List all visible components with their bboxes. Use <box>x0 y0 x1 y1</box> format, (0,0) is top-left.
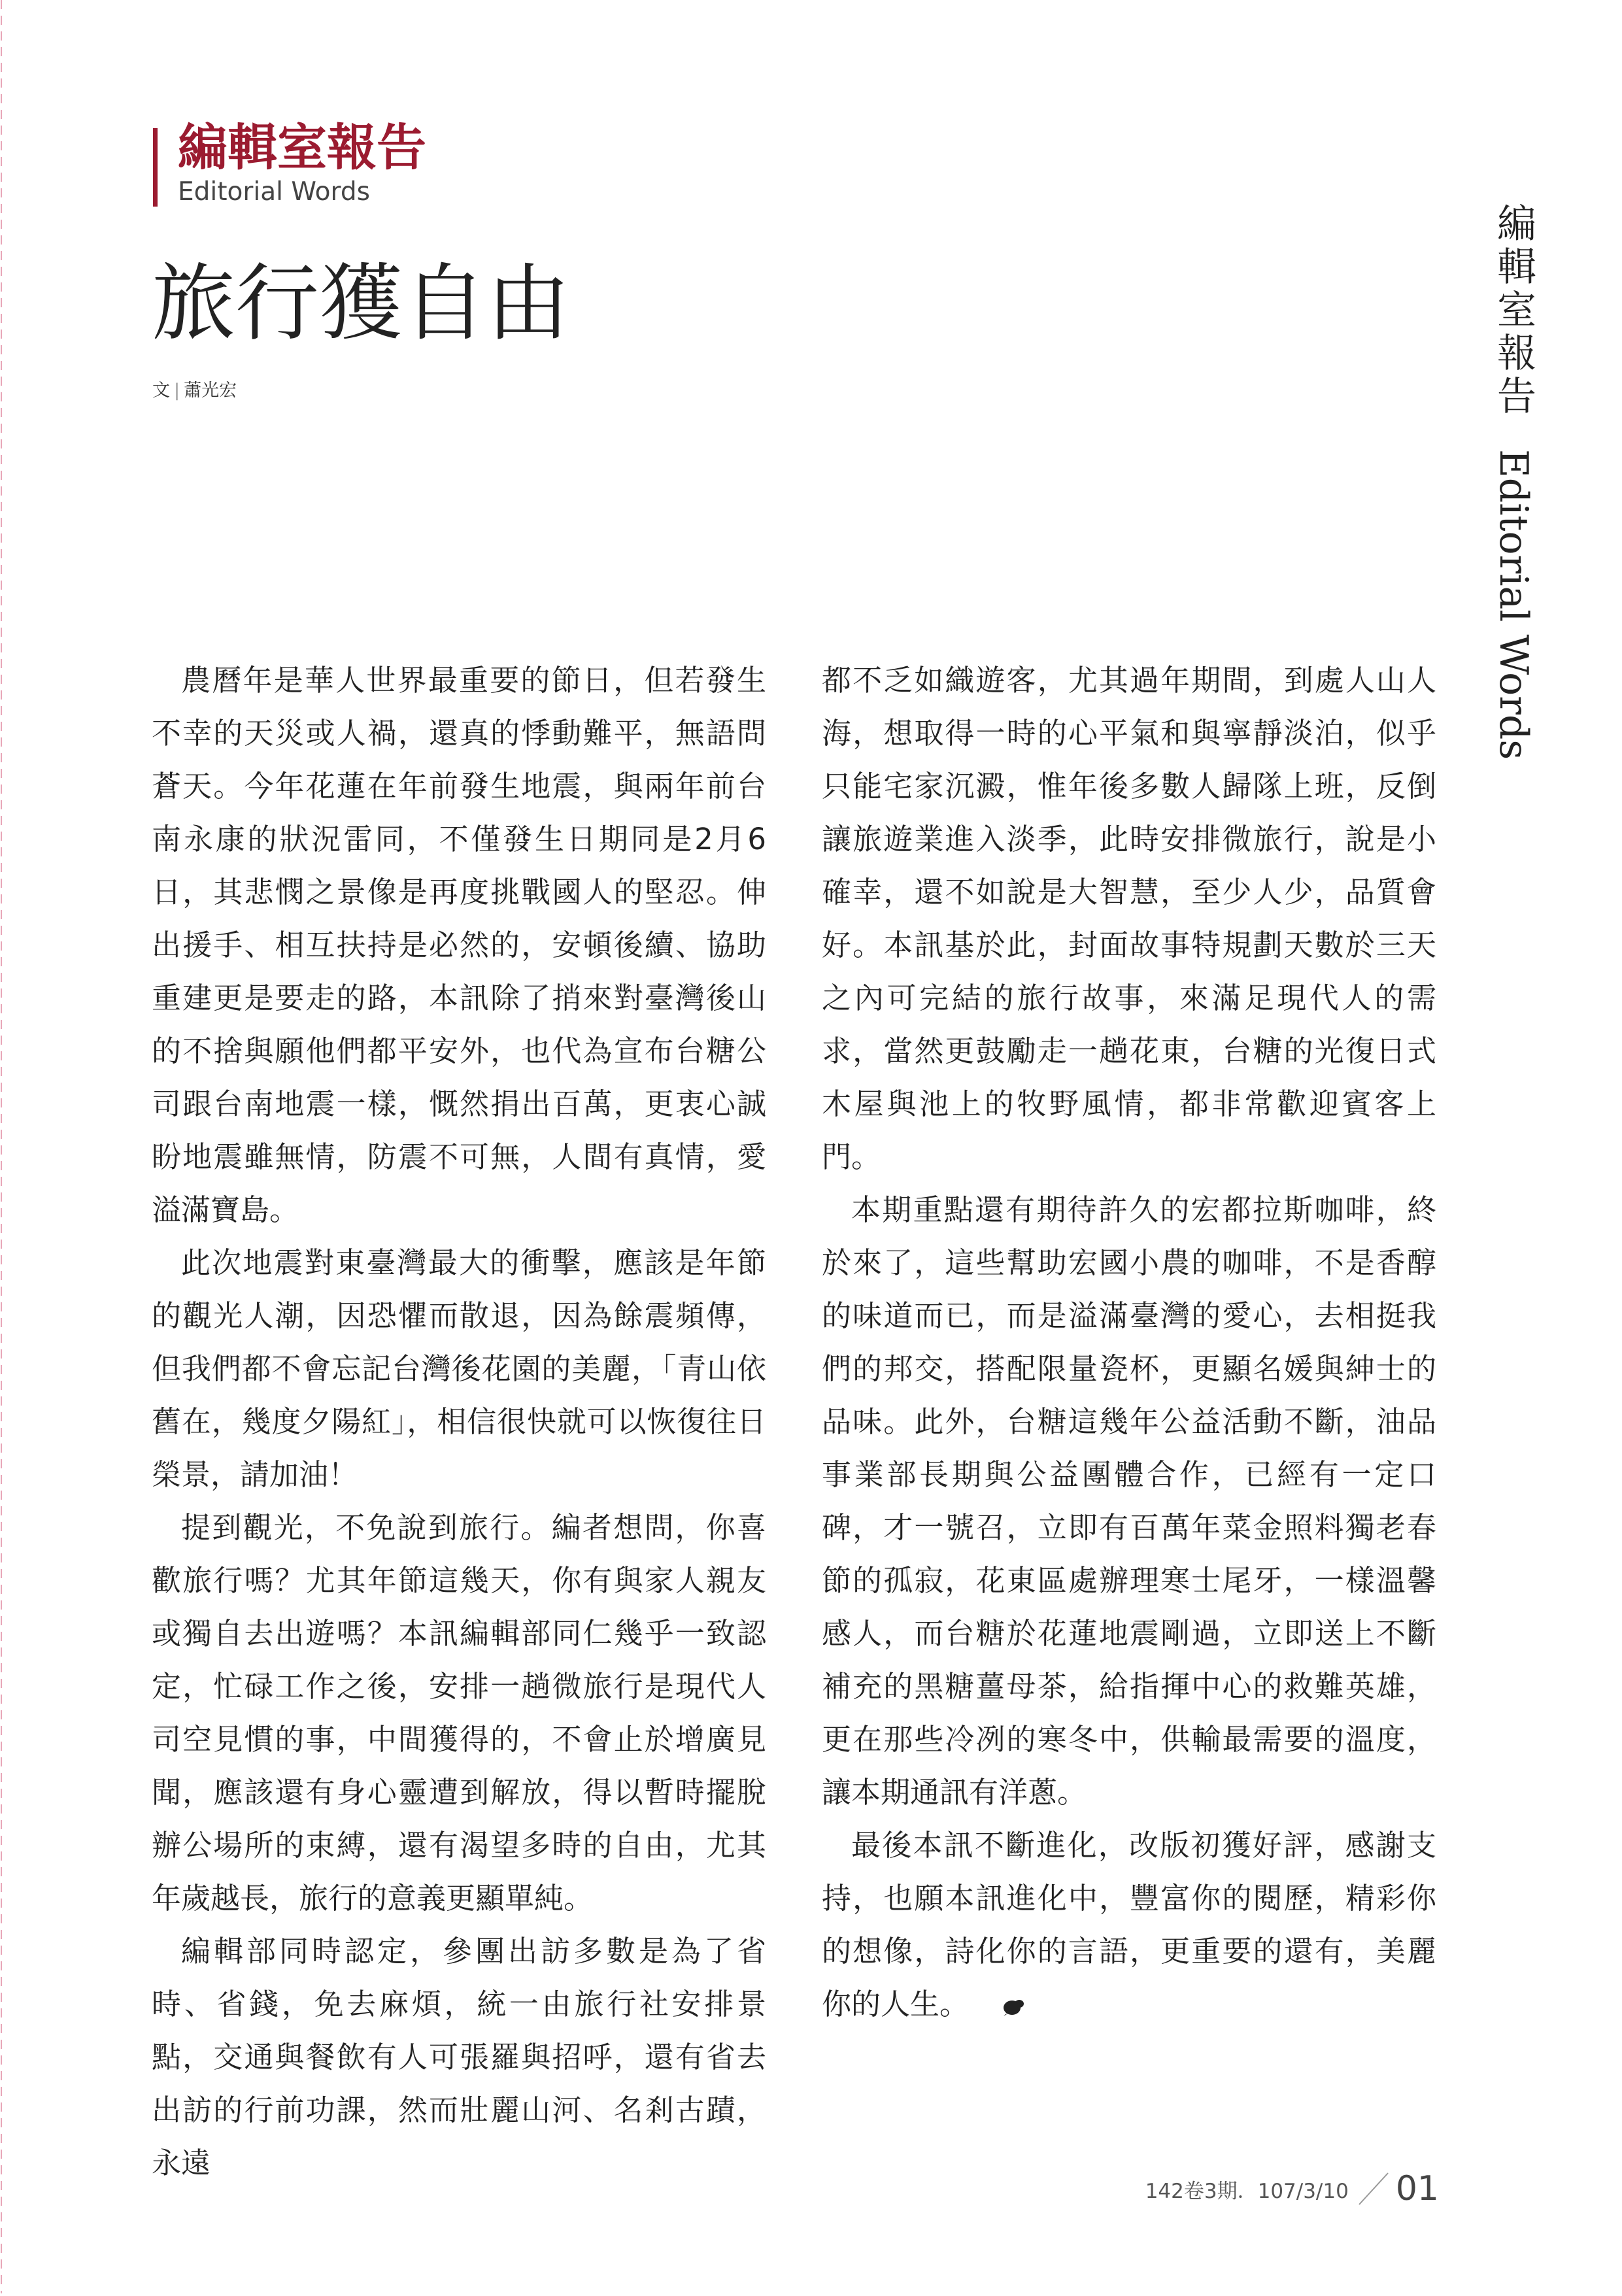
footer-page-number: 01 <box>1395 2169 1439 2208</box>
paragraph: 農曆年是華人世界最重要的節日，但若發生不幸的天災或人禍，還真的悸動難平，無語問蒼天。今年花蓮在年前發生地震，與兩年前台南永康的狀況雷同，不僅發生日期同是2月6日，其悲憫之景像是再度挑戰國人的堅忍。伸出援手、相互扶持是必然的，安頓後續、協助重建更是要走的路，本訊除了捎來對臺灣後山的不捨與願他們都平安外，也代為宣布台糖公司跟台南地震一樣，慨然捐出百萬，更衷心誠盼地震雖無情，防震不可無，人間有真情，愛溢滿寶島。 <box>152 663 766 1227</box>
article-title: 旅行獲自由 <box>152 255 571 352</box>
footer-divider-slash <box>1355 2170 1392 2207</box>
paragraph: 本期重點還有期待許久的宏都拉斯咖啡，終於來了，這些幫助宏國小農的咖啡，不是香醇的味道而已，而是溢滿臺灣的愛心，去相挺我們的邦交，搭配限量瓷杯，更顯名媛與紳士的品味。此外，台糖這幾年公益活動不斷，油品事業部長期與公益團體合作，已經有一定口碑，才一號召，立即有百萬年菜金照料獨老春節的孤寂，花東區處辦理寒士尾牙，一樣溫馨感人，而台糖於花蓮地震剛過，立即送上不斷補充的黑糖薑母茶，給指揮中心的救難英雄，更在那些冷冽的寒冬中，供輸最需要的溫度，讓本期通訊有洋蔥。 <box>822 1192 1436 1810</box>
paragraph-last <box>822 1819 1436 2031</box>
byline-author: 蕭光宏 <box>184 380 237 401</box>
page-edge-line <box>0 0 3 2293</box>
section-accent-bar <box>153 128 158 207</box>
paragraph-text: 最後本訊不斷進化，改版初獲好評，感謝支持，也願本訊進化中，豐富你的閱歷，精彩你的想像，詩化你的言語，更重要的還有，美麗你的人生。 <box>822 1828 1436 2021</box>
side-label-en: Editorial Words <box>1491 449 1536 760</box>
byline-prefix: 文 <box>152 380 170 401</box>
section-subtitle: Editorial Words <box>178 177 370 207</box>
end-mark-icon <box>973 1980 995 2000</box>
byline-separator: | <box>174 380 180 401</box>
article-column-right <box>822 654 1436 2031</box>
paragraph: 編輯部同時認定，參團出訪多數是為了省時、省錢，免去麻煩，統一由旅行社安排景點，交通與餐飲有人可張羅與招呼，還有省去出訪的行前功課，然而壯麗山河、名剎古蹟，永遠 <box>152 1934 766 2180</box>
footer-issue: 142卷3期．107/3/10 <box>1145 2179 1349 2203</box>
page-footer <box>1145 2169 1439 2208</box>
byline <box>152 379 237 403</box>
section-title: 編輯室報告 <box>178 118 426 177</box>
paragraph: 都不乏如織遊客，尤其過年期間，到處人山人海，想取得一時的心平氣和與寧靜淡泊，似乎只能宅家沉澱，惟年後多數人歸隊上班，反倒讓旅遊業進入淡季，此時安排微旅行，說是小確幸，還不如說是大智慧，至少人少，品質會好。本訊基於此，封面故事特規劃天數於三天之內可完結的旅行故事，來滿足現代人的需求，當然更鼓勵走一趟花東，台糖的光復日式木屋與池上的牧野風情，都非常歡迎賓客上門。 <box>822 663 1436 1174</box>
side-label-cjk: 編輯室報告 <box>1491 203 1536 418</box>
paragraph: 此次地震對東臺灣最大的衝擊，應該是年節的觀光人潮，因恐懼而散退，因為餘震頻傳，但我們都不會忘記台灣後花園的美麗，「青山依舊在，幾度夕陽紅」，相信很快就可以恢復往日榮景，請加油！ <box>152 1245 766 1492</box>
paragraph: 提到觀光，不免說到旅行。編者想問，你喜歡旅行嗎？尤其年節這幾天，你有與家人親友或獨自去出遊嗎？本訊編輯部同仁幾乎一致認定，忙碌工作之後，安排一趟微旅行是現代人司空見慣的事，中間獲得的，不會止於增廣見聞，應該還有身心靈遭到解放，得以暫時擺脫辦公場所的束縛，還有渴望多時的自由，尤其年歲越長，旅行的意義更顯單純。 <box>152 1510 766 1916</box>
article-column-left <box>152 654 766 2189</box>
side-section-label <box>1491 203 1536 760</box>
